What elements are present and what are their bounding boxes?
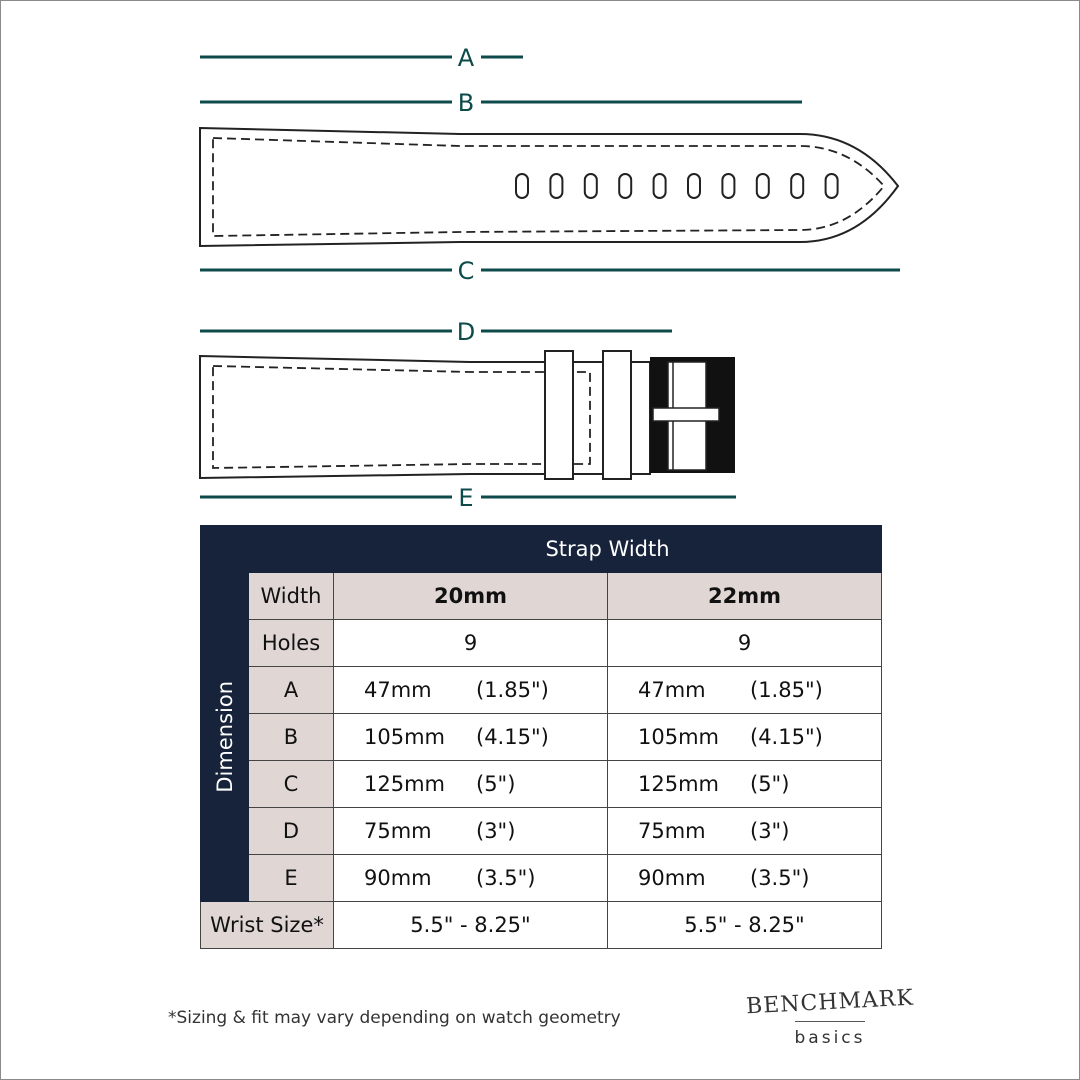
value-in: (4.15") (750, 725, 823, 749)
col-22mm: 22mm (608, 573, 882, 620)
value-mm: 125mm (638, 772, 719, 796)
dim-label-e: E (458, 484, 474, 512)
table-row (201, 761, 882, 808)
b-20mm (334, 714, 608, 761)
a-22mm (608, 667, 882, 714)
value-in: (1.85") (476, 678, 549, 702)
dim-label-d: D (456, 318, 476, 346)
size-table (200, 525, 882, 949)
dimension-side-label (201, 573, 249, 902)
d-22mm (608, 808, 882, 855)
buckle-icon (650, 357, 735, 473)
value-mm: 90mm (364, 866, 432, 890)
brand-sub: basics (794, 1028, 866, 1048)
holes-row-label: Holes (249, 620, 334, 667)
e-22mm (608, 855, 882, 902)
brand-logo (740, 985, 920, 1048)
row-label-b: B (249, 714, 334, 761)
value-mm: 90mm (638, 866, 706, 890)
dim-label-c: C (457, 257, 475, 285)
d-20mm (334, 808, 608, 855)
value-in: (3.5") (750, 866, 810, 890)
row-label-d: D (249, 808, 334, 855)
value-mm: 125mm (364, 772, 445, 796)
dimension-label-text: Dimension (212, 681, 237, 793)
table-row (201, 667, 882, 714)
value-mm: 105mm (364, 725, 445, 749)
wrist-22mm: 5.5" - 8.25" (608, 902, 882, 949)
strap-diagram (0, 0, 1080, 520)
table-row (201, 714, 882, 761)
value-mm: 47mm (638, 678, 706, 702)
value-in: (4.15") (476, 725, 549, 749)
table-row (201, 808, 882, 855)
value-in: (3.5") (476, 866, 536, 890)
wrist-20mm: 5.5" - 8.25" (334, 902, 608, 949)
width-row-label: Width (249, 573, 334, 620)
dim-label-a: A (457, 44, 475, 72)
table-row (201, 855, 882, 902)
brand-name: BENCHMARK (745, 985, 915, 1020)
value-in: (3") (750, 819, 790, 843)
col-20mm: 20mm (334, 573, 608, 620)
c-20mm (334, 761, 608, 808)
dim-label-b: B (457, 89, 475, 117)
strap-width-header: Strap Width (334, 526, 882, 573)
b-22mm (608, 714, 882, 761)
e-20mm (334, 855, 608, 902)
footnote: *Sizing & fit may vary depending on watch geometry (168, 1008, 621, 1028)
value-in: (3") (476, 819, 516, 843)
c-22mm (608, 761, 882, 808)
keeper-2 (603, 351, 631, 479)
value-in: (5") (476, 772, 516, 796)
value-mm: 75mm (364, 819, 432, 843)
holes-20mm: 9 (334, 620, 608, 667)
a-20mm (334, 667, 608, 714)
value-mm: 105mm (638, 725, 719, 749)
keeper-1 (545, 351, 573, 479)
value-mm: 47mm (364, 678, 432, 702)
value-in: (5") (750, 772, 790, 796)
wrist-size-label: Wrist Size* (201, 902, 334, 949)
row-label-e: E (249, 855, 334, 902)
value-in: (1.85") (750, 678, 823, 702)
holes-22mm: 9 (608, 620, 882, 667)
table-corner (201, 526, 334, 573)
value-mm: 75mm (638, 819, 706, 843)
row-label-c: C (249, 761, 334, 808)
row-label-a: A (249, 667, 334, 714)
brand-divider (795, 1021, 865, 1022)
short-strap-outline (200, 356, 650, 478)
